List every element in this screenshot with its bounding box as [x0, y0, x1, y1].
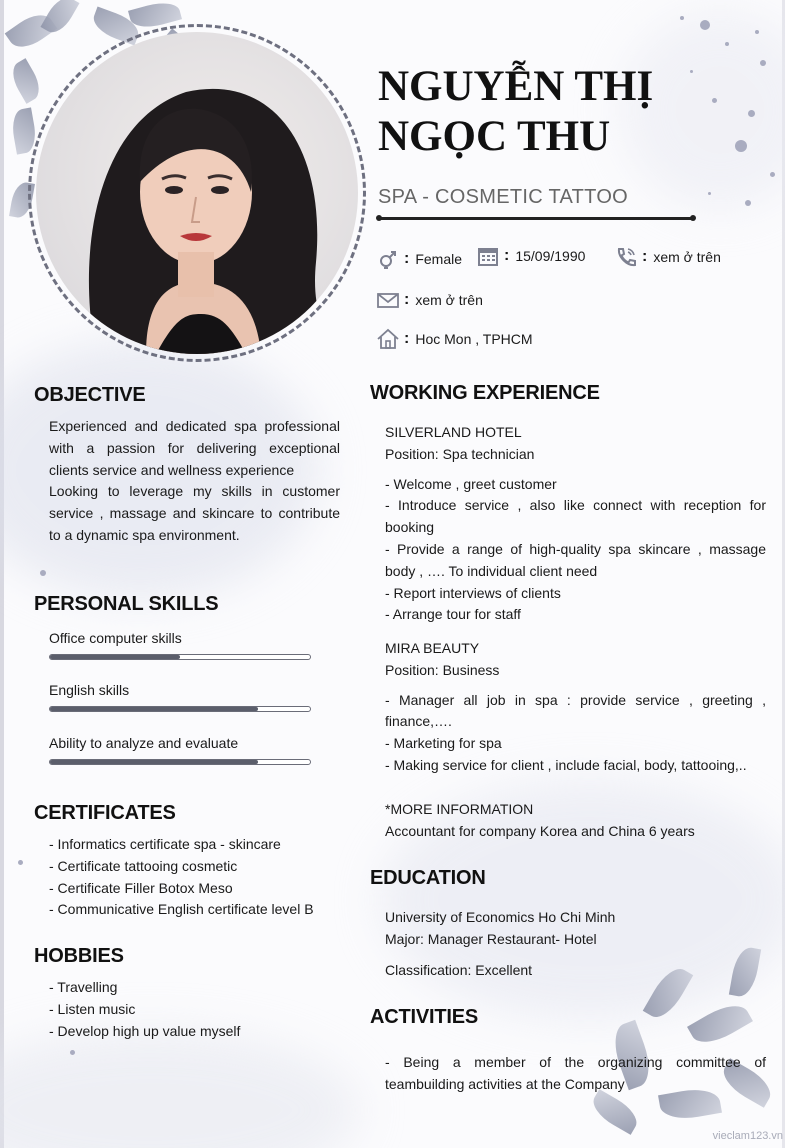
address-value: Hoc Mon , TPHCM — [415, 331, 533, 347]
activities-heading: ACTIVITIES — [370, 1006, 479, 1028]
more-information — [385, 799, 766, 843]
hobbies-list — [49, 977, 240, 1042]
skill-bar-fill — [50, 655, 180, 659]
info-gender: : Female — [376, 247, 462, 271]
title-underline — [378, 217, 694, 220]
skill-bar-fill — [50, 707, 258, 711]
job-duty: - Marketing for spa — [385, 735, 502, 752]
objective-paragraph: Looking to leverage my skills in customer service , massage and skincare to contribute to a dynamic spa environment. — [49, 483, 340, 543]
skill-bar — [49, 654, 311, 660]
info-email: : xem ở trên — [376, 288, 483, 312]
activity-text: - Being a member of the organizing committee of teambuilding activities at the Company — [385, 1054, 766, 1092]
job-position: Position: Spa technician — [385, 445, 535, 462]
skill-label: Office computer skills — [49, 630, 182, 646]
hobby-item: - Travelling — [49, 979, 118, 995]
phone-value: xem ở trên — [653, 249, 721, 265]
job-title: SPA - COSMETIC TATTOO — [378, 186, 629, 208]
home-icon — [376, 327, 400, 351]
watercolor-wash — [0, 1030, 360, 1148]
skill-item — [49, 735, 311, 765]
birthday-value: 15/09/1990 — [515, 248, 586, 264]
name-line-1: NGUYỄN THỊ — [378, 63, 654, 110]
skill-item — [49, 682, 311, 712]
job-entry — [385, 638, 766, 777]
hobby-item: - Develop high up value myself — [49, 1022, 241, 1039]
skill-bar — [49, 759, 311, 765]
gender-value: Female — [415, 251, 463, 267]
more-info-title: *MORE INFORMATION — [385, 801, 534, 817]
certificate-item: - Informatics certificate spa - skincare — [49, 836, 281, 852]
skill-label: English skills — [49, 682, 130, 698]
job-company: MIRA BEAUTY — [385, 640, 480, 656]
education-school: University of Economics Ho Chi Minh — [385, 909, 616, 925]
skill-item — [49, 630, 311, 660]
email-value: xem ở trên — [415, 292, 483, 308]
skill-bar — [49, 706, 311, 712]
job-duty: - Provide a range of high-quality spa skincare , massage body , …. To individual client need — [385, 540, 766, 579]
certificates-list — [49, 834, 314, 921]
certificates-heading: CERTIFICATES — [34, 802, 176, 824]
watermark: vieclam123.vn — [712, 1130, 783, 1142]
job-duty: - Introduce service , also like connect with reception for booking — [385, 497, 766, 536]
education-entry — [385, 907, 766, 981]
hobbies-heading: HOBBIES — [34, 945, 124, 967]
hobby-item: - Listen music — [49, 1000, 136, 1017]
experience-heading: WORKING EXPERIENCE — [370, 382, 600, 404]
info-phone: : xem ở trên — [614, 245, 721, 269]
skills-heading: PERSONAL SKILLS — [34, 593, 219, 615]
job-company: SILVERLAND HOTEL — [385, 424, 522, 440]
certificate-item: - Communicative English certificate level B — [49, 901, 314, 918]
certificate-item: - Certificate tattooing cosmetic — [49, 857, 238, 874]
calendar-icon — [476, 244, 500, 268]
skill-label: Ability to analyze and evaluate — [49, 735, 239, 751]
job-duty: - Report interviews of clients — [385, 584, 561, 601]
envelope-icon — [376, 288, 400, 312]
education-heading: EDUCATION — [370, 867, 486, 889]
education-major: Major: Manager Restaurant- Hotel — [385, 930, 597, 947]
portrait-illustration — [36, 32, 358, 354]
job-position: Position: Business — [385, 661, 500, 678]
skill-bar-fill — [50, 760, 258, 764]
activities-entry — [385, 1052, 766, 1096]
objective-paragraph: Experienced and dedicated spa professional with a passion for delivering exceptional clients service and wellness experience — [49, 418, 340, 478]
candidate-name — [378, 62, 758, 162]
objective-text — [49, 416, 340, 547]
job-duty: - Arrange tour for staff — [385, 606, 521, 623]
page-left-edge — [0, 0, 4, 1148]
name-line-2: NGỌC THU — [378, 113, 611, 160]
job-duty: - Welcome , greet customer — [385, 475, 557, 492]
more-info-text: Accountant for company Korea and China 6 years — [385, 822, 695, 839]
job-duty: - Manager all job in spa : provide service , greeting , finance,…. — [385, 691, 766, 730]
job-entry — [385, 422, 766, 626]
gender-icon — [376, 247, 400, 271]
objective-heading: OBJECTIVE — [34, 384, 146, 406]
info-birthday: : 15/09/1990 — [476, 244, 585, 268]
profile-photo — [36, 32, 358, 354]
education-classification: Classification: Excellent — [385, 961, 533, 978]
certificate-item: - Certificate Filler Botox Meso — [49, 879, 233, 896]
info-address: : Hoc Mon , TPHCM — [376, 327, 533, 351]
phone-icon — [614, 245, 638, 269]
job-duty: - Making service for client , include facial, body, tattooing,.. — [385, 756, 747, 773]
